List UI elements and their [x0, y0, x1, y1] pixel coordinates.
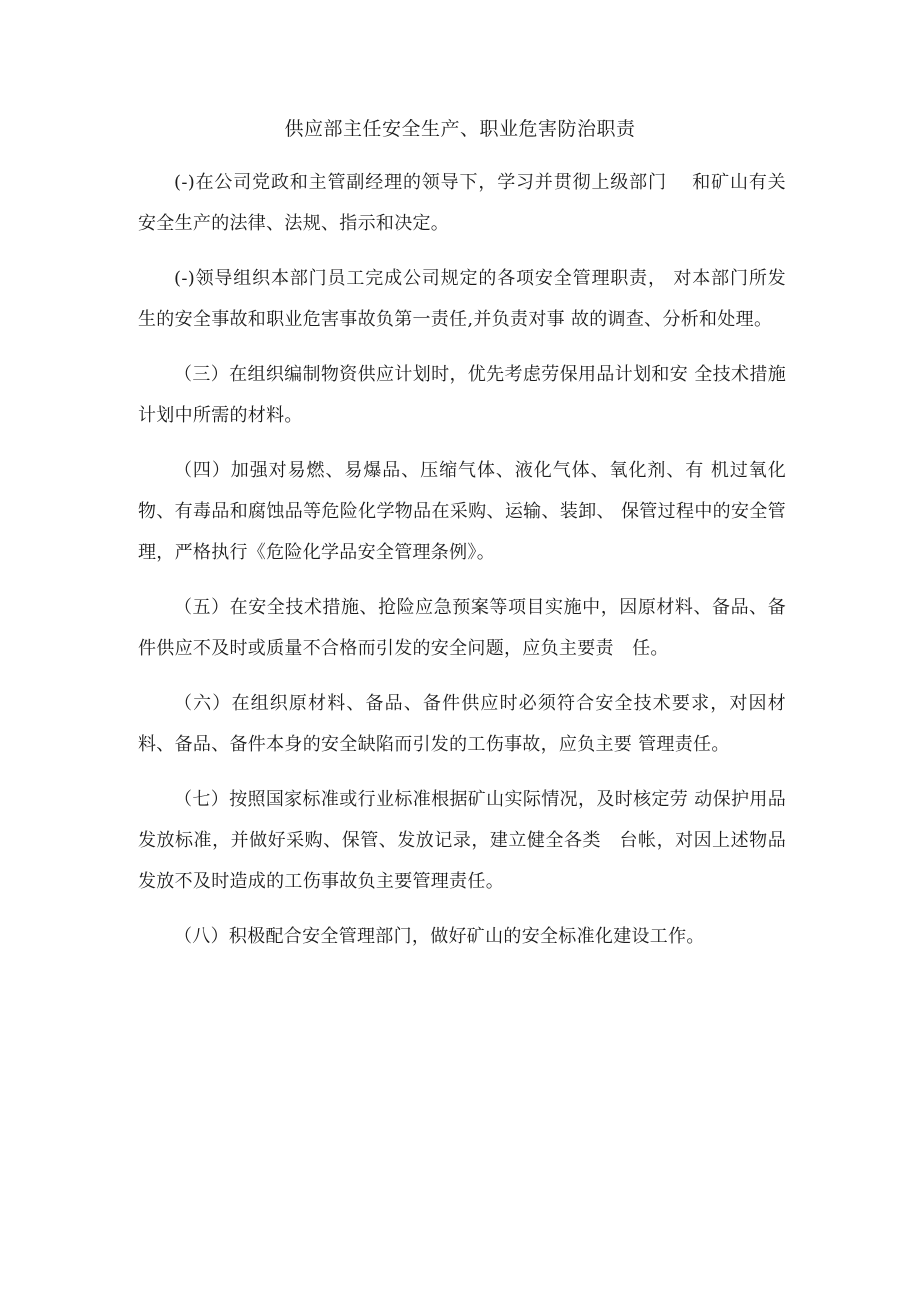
paragraph-2: (-)领导组织本部门员工完成公司规定的各项安全管理职责， 对本部门所发生的安全事故和职业危害事故负第一责任,并负责对事 故的调查、分析和处理。: [138, 268, 786, 330]
paragraph-8: （八）积极配合安全管理部门，做好矿山的安全标准化建设工作。: [174, 926, 705, 947]
document-body: [138, 162, 786, 971]
paragraph-4: （四）加强对易燃、易爆品、压缩气体、液化气体、氧化剂、有 机过氧化物、有毒品和腐蚀品等危险化学物品在采购、运输、装卸、 保管过程中的安全管理，严格执行《危险化学品安全管理条例》。: [138, 460, 786, 563]
paragraph-5: （五）在安全技术措施、抢险应急预案等项目实施中，因原材料、备品、备件供应不及时或质量不合格而引发的安全问题，应负主要责 任。: [138, 597, 786, 659]
document-title: 供应部主任安全生产、职业危害防治职责: [284, 118, 636, 140]
paragraph-6: （六）在组织原材料、备品、备件供应时必须符合安全技术要求，对因材料、备品、备件本身的安全缺陷而引发的工伤事故，应负主要 管理责任。: [138, 693, 786, 755]
paragraph-7: （七）按照国家标准或行业标准根据矿山实际情况，及时核定劳 动保护用品发放标准，并做好采购、保管、发放记录，建立健全各类 台帐，对因上述物品发放不及时造成的工伤事故负主要管理责任。: [138, 789, 786, 892]
paragraph-3: （三）在组织编制物资供应计划时，优先考虑劳保用品计划和安 全技术措施计划中所需的材料。: [138, 364, 786, 426]
paragraph-1: (-)在公司党政和主管副经理的领导下，学习并贯彻上级部门 和矿山有关安全生产的法律、法规、指示和决定。: [138, 172, 786, 234]
